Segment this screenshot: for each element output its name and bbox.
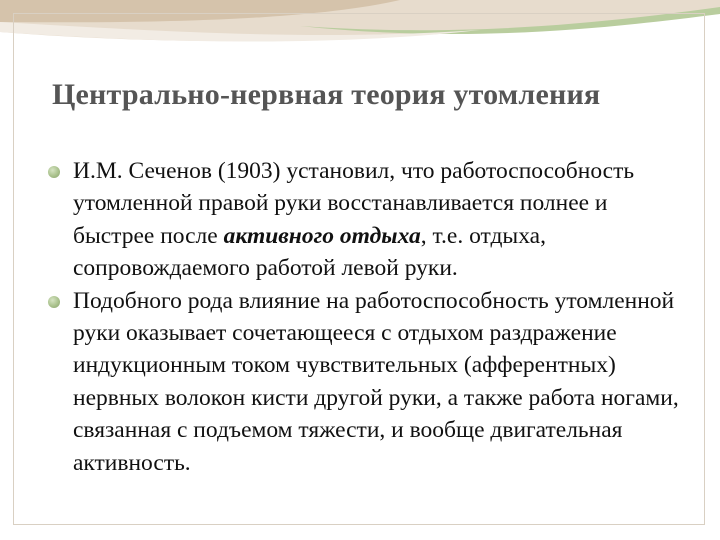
emphasis-active-rest: активного отдыха [223,222,421,249]
bullet-text: И.М. Сеченов (1903) установил, что работоспособность утомленной правой руки восстанавливается полнее и быстрее после [73,158,635,249]
slide-title: Центрально-нервная теория утомления [52,78,601,111]
bullet-dot-icon [48,166,60,178]
bullet-text: Подобного рода влияние на работоспособность утомленной руки оказывает сочетающееся с отдыхом раздражение индукционным током чувствительных (афферентных) нервных волокон кисти другой руки, а также работа ногами, связанная с подъемом тяжести, и вообще двигательная активность. [73,287,679,476]
bullet-text-continued: , т.е. отдыха, сопровождаемого работой левой руки. [73,222,546,282]
bullet-item-influence [48,285,684,479]
bullet-list [48,155,684,479]
bullet-dot-icon [48,296,60,308]
bullet-item-sechenov [48,155,684,285]
